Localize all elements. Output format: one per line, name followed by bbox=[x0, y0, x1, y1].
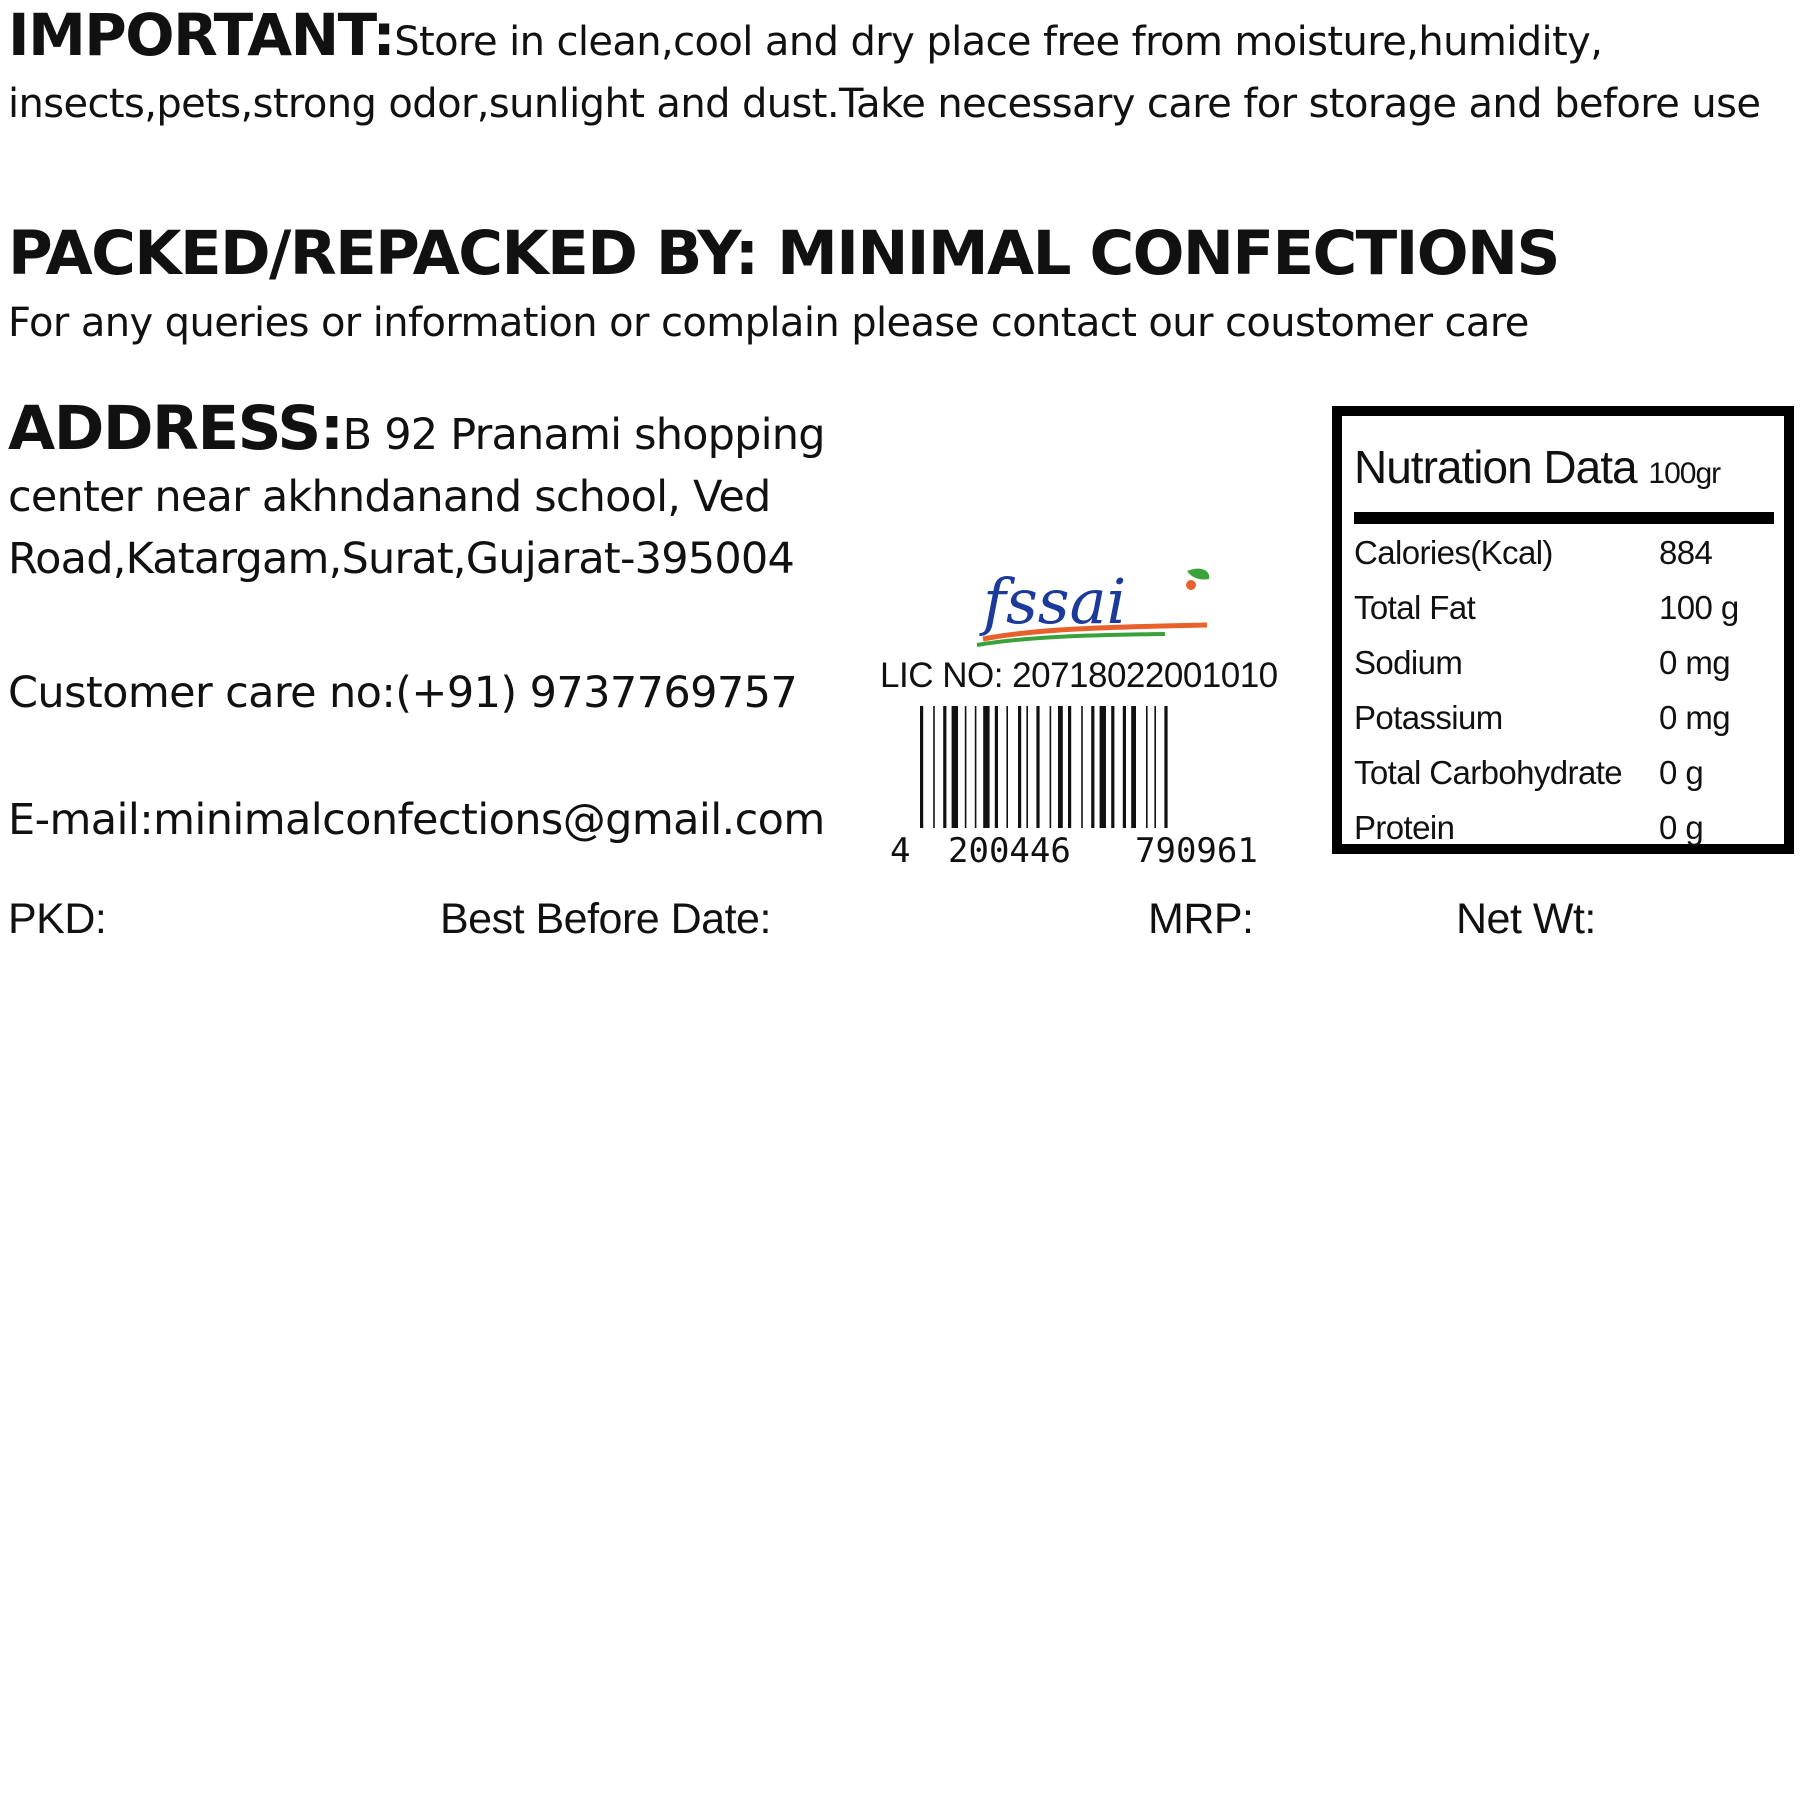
nutrition-row bbox=[1354, 754, 1774, 804]
barcode-first-digit: 4 bbox=[890, 831, 911, 870]
nutrition-box bbox=[1332, 406, 1794, 854]
nutrient-name: Total Fat bbox=[1354, 589, 1476, 626]
packed-by-heading: PACKED/REPACKED BY: MINIMAL CONFECTIONS bbox=[8, 218, 1559, 289]
barcode-bar bbox=[1036, 706, 1039, 828]
nutrition-unit: 100gr bbox=[1648, 457, 1721, 490]
barcode-bar bbox=[1091, 706, 1094, 828]
barcode-group-2: 790961 bbox=[1135, 831, 1258, 870]
nutrient-value: 0 mg bbox=[1659, 699, 1730, 736]
important-text: Store in clean,cool and dry place free from moisture,humidity, insects,pets,strong odor,sunlight and dust.Take necessary care for storage and before use bbox=[8, 19, 1761, 127]
barcode-bar bbox=[1100, 706, 1106, 828]
email-address: E-mail:minimalconfections@gmail.com bbox=[8, 795, 825, 845]
nutrient-value: 100 g bbox=[1659, 589, 1739, 626]
nutrient-value: 0 mg bbox=[1659, 644, 1730, 681]
barcode bbox=[880, 700, 1320, 870]
mrp-label: MRP: bbox=[1148, 895, 1254, 943]
barcode-bar bbox=[943, 706, 946, 828]
barcode-bar bbox=[995, 706, 998, 828]
barcode-bar bbox=[1131, 706, 1136, 828]
nutrient-name: Protein bbox=[1354, 809, 1455, 846]
pkd-label: PKD: bbox=[8, 895, 107, 943]
net-weight-label: Net Wt: bbox=[1456, 895, 1596, 943]
nutrient-value: 884 bbox=[1659, 534, 1713, 571]
barcode-bar bbox=[1146, 706, 1148, 828]
barcode-bar bbox=[1018, 706, 1021, 828]
nutrition-title-text: Nutration Data bbox=[1354, 441, 1637, 493]
nutrient-name: Sodium bbox=[1354, 644, 1463, 681]
barcode-bar bbox=[1081, 706, 1083, 828]
nutrition-title bbox=[1354, 440, 1720, 494]
barcode-bar bbox=[1068, 706, 1071, 828]
barcode-bar bbox=[965, 706, 967, 828]
nutrient-value: 0 g bbox=[1659, 754, 1704, 791]
barcode-bar bbox=[1006, 706, 1008, 828]
fssai-logo bbox=[965, 565, 1225, 650]
best-before-label: Best Before Date: bbox=[440, 895, 771, 943]
barcode-bar bbox=[1123, 706, 1126, 828]
barcode-group-1: 200446 bbox=[948, 831, 1071, 870]
fssai-logo-text: fssai bbox=[983, 565, 1127, 638]
barcode-bar bbox=[1026, 706, 1028, 828]
nutrient-name: Calories(Kcal) bbox=[1354, 534, 1553, 571]
customer-care-number: Customer care no:(+91) 9737769757 bbox=[8, 668, 798, 718]
queries-text: For any queries or information or complain please contact our coustomer care bbox=[8, 300, 1529, 346]
nutrient-name: Potassium bbox=[1354, 699, 1503, 736]
barcode-bar bbox=[983, 706, 989, 828]
barcode-bar bbox=[952, 706, 958, 828]
nutrition-row bbox=[1354, 534, 1774, 584]
fssai-license-number: LIC NO: 20718022001010 bbox=[880, 656, 1278, 695]
nutrition-row bbox=[1354, 589, 1774, 639]
nutrition-row bbox=[1354, 809, 1774, 859]
nutrition-divider bbox=[1354, 512, 1774, 524]
nutrition-row bbox=[1354, 644, 1774, 694]
nutrient-value: 0 g bbox=[1659, 809, 1704, 846]
important-label: IMPORTANT: bbox=[8, 1, 395, 69]
address-block bbox=[8, 393, 888, 590]
nutrition-row bbox=[1354, 699, 1774, 749]
important-notice bbox=[8, 1, 1798, 135]
address-label: ADDRESS: bbox=[8, 393, 343, 464]
barcode-bar bbox=[975, 706, 977, 828]
nutrient-name: Total Carbohydrate bbox=[1354, 754, 1623, 791]
barcode-bar bbox=[1111, 706, 1114, 828]
address-text: B 92 Pranami shopping center near akhndanand school, Ved Road,Katargam,Surat,Gujarat-395004 bbox=[8, 410, 825, 584]
